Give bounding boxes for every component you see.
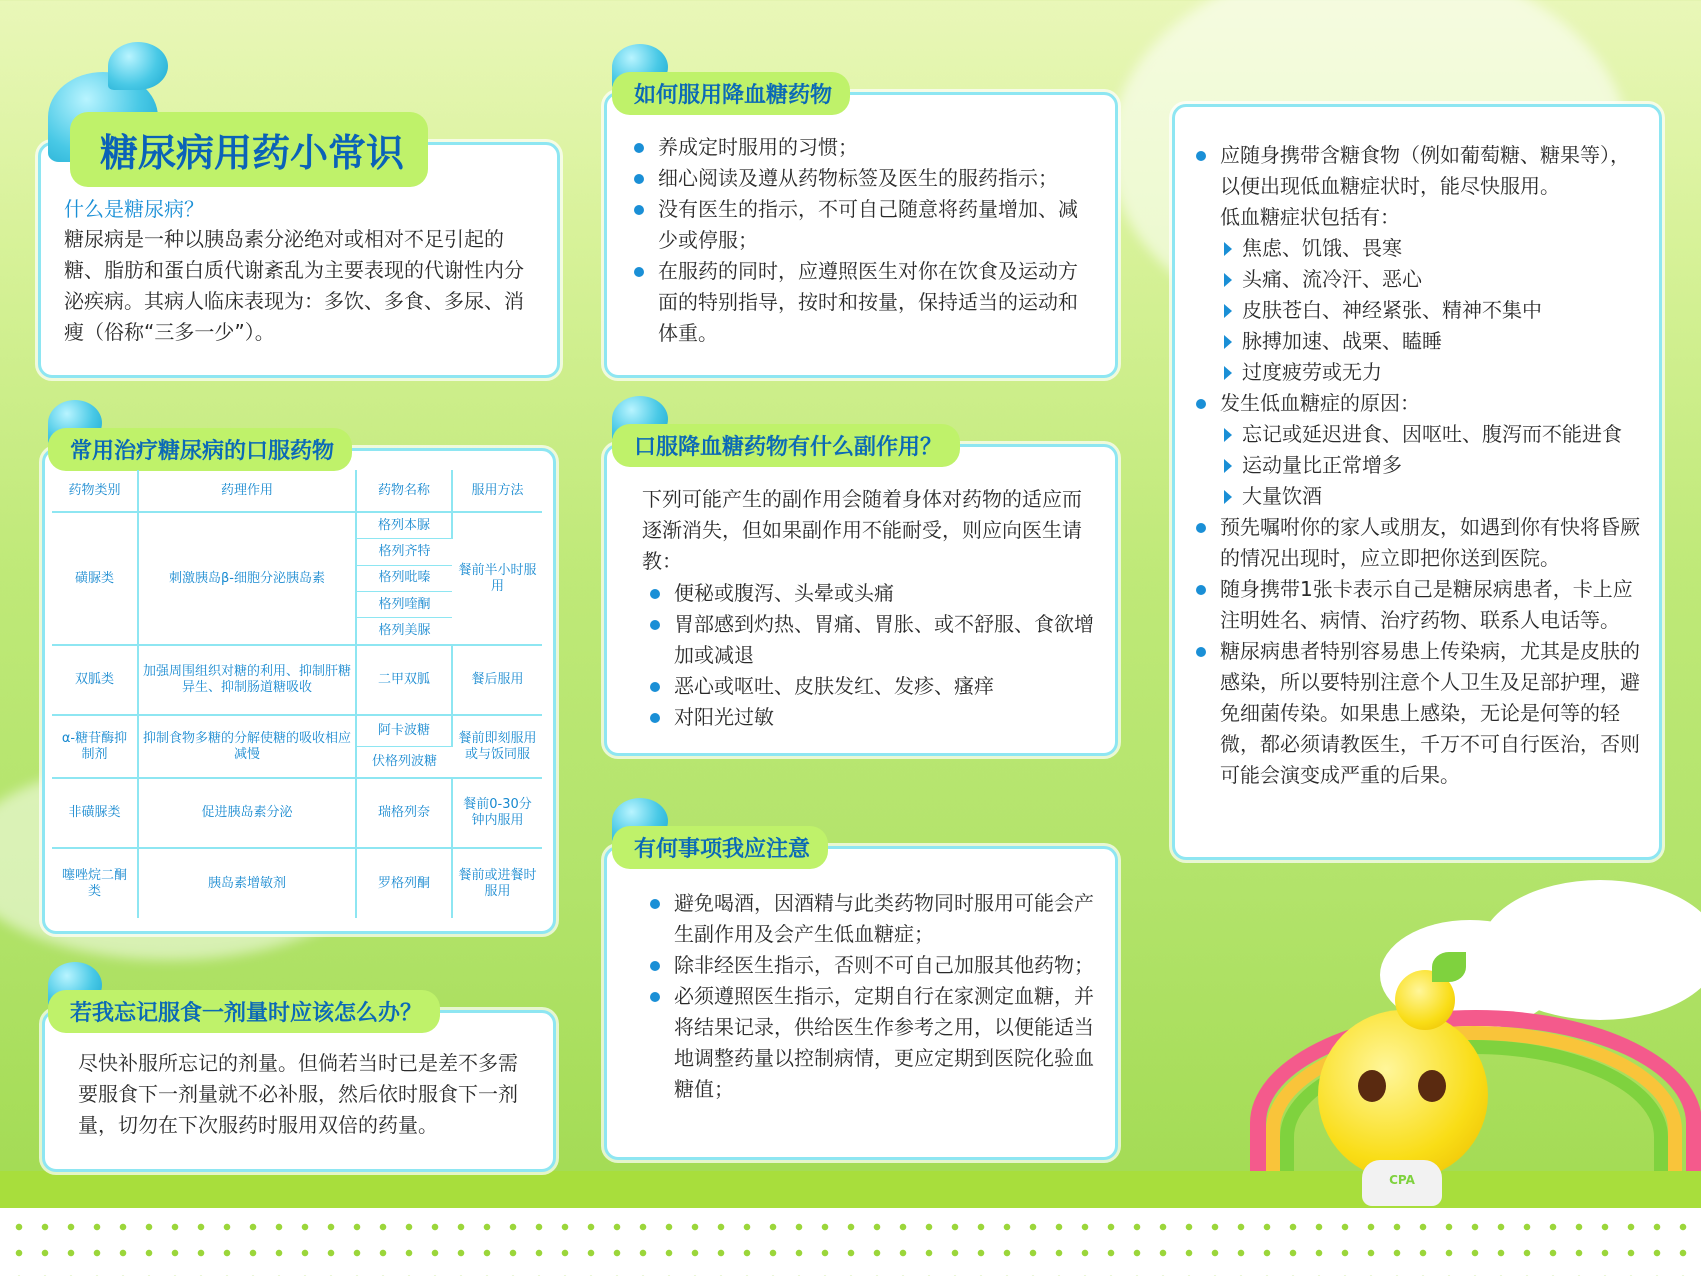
drug-table-title: 常用治疗糖尿病的口服药物 — [48, 428, 352, 471]
table-cell-drug: 罗格列酮 — [356, 848, 452, 918]
hypoglycemia-list — [1194, 140, 1640, 791]
symptoms-list — [1220, 233, 1640, 388]
forgot-dose-title: 若我忘记服食一剂量时应该怎么办？ — [48, 990, 440, 1033]
table-cell-drug: 格列喹酮 — [356, 591, 452, 617]
table-cell-drug: 二甲双胍 — [356, 645, 452, 715]
table-cell-drug: 格列吡嗪 — [356, 565, 452, 591]
table-cell-drug: 格列美脲 — [356, 618, 452, 645]
mascot-body: CPA — [1362, 1160, 1442, 1206]
causes-label: 发生低血糖症的原因： — [1220, 391, 1420, 415]
how-to-take-list — [632, 132, 1096, 349]
sub-list-item: 皮肤苍白、神经紧张、精神不集中 — [1220, 295, 1640, 326]
notes-title: 有何事项我应注意 — [612, 826, 828, 869]
table-cell-usage: 餐前即刻服用或与饭同服 — [452, 715, 542, 778]
table-header: 药理作用 — [138, 470, 356, 512]
table-cell-category: α-糖苷酶抑制剂 — [52, 715, 138, 778]
table-header: 药物名称 — [356, 470, 452, 512]
list-item: 除非经医生指示，否则不可自己加服其他药物； — [648, 950, 1094, 981]
sub-list-item: 过度疲劳或无力 — [1220, 357, 1640, 388]
title-blob-icon — [108, 42, 168, 90]
table-cell-category: 磺脲类 — [52, 512, 138, 645]
table-cell-drug: 格列本脲 — [356, 512, 452, 538]
sub-list-item: 头痛、流冷汗、恶心 — [1220, 264, 1640, 295]
list-item: 胃部感到灼热、胃痛、胃胀、或不舒服、食欲增加或减退 — [648, 609, 1094, 671]
table-cell-usage: 餐前0-30分钟内服用 — [452, 778, 542, 848]
list-item: 对阳光过敏 — [648, 702, 1094, 733]
table-cell-usage: 餐后服用 — [452, 645, 542, 715]
list-item: 糖尿病患者特别容易患上传染病，尤其是皮肤的感染，所以要特别注意个人卫生及足部护理，避免细菌传染。如果患上感染，无论是何等的轻微，都必须请教医生，千万不可自行医治，否则可能会演变成严重的后果。 — [1194, 636, 1640, 791]
causes-list — [1220, 419, 1640, 512]
list-item: 随身携带1张卡表示自己是糖尿病患者，卡上应注明姓名、病情、治疗药物、联系人电话等。 — [1194, 574, 1640, 636]
table-cell-drug: 格列齐特 — [356, 539, 452, 565]
side-effects-title: 口服降血糖药物有什么副作用？ — [612, 424, 960, 467]
side-effects-intro: 下列可能产生的副作用会随着身体对药物的适应而逐渐消失，但如果副作用不能耐受，则应向医生请教： — [642, 487, 1082, 573]
list-item — [1194, 388, 1640, 512]
table-cell-action: 刺激胰岛β-细胞分泌胰岛素 — [138, 512, 356, 645]
table-cell-category: 非磺脲类 — [52, 778, 138, 848]
list-item: 必须遵照医生指示，定期自行在家测定血糖，并将结果记录，供给医生作参考之用，以便能适当地调整药量以控制病情，更应定期到医院化验血糖值； — [648, 981, 1094, 1105]
table-cell-action: 胰岛素增敏剂 — [138, 848, 356, 918]
list-item: 恶心或呕吐、皮肤发红、发疹、瘙痒 — [648, 671, 1094, 702]
notes-list — [648, 888, 1094, 1105]
table-cell-category: 噻唑烷二酮类 — [52, 848, 138, 918]
table-cell-drug: 瑞格列奈 — [356, 778, 452, 848]
mascot-eye-icon — [1358, 1070, 1386, 1102]
forgot-dose-body: 尽快补服所忘记的剂量。但倘若当时已是差不多需要服食下一剂量就不必补服，然后依时服食下一剂量，切勿在下次服药时服用双倍的药量。 — [78, 1051, 518, 1137]
sub-list-item: 运动量比正常增多 — [1220, 450, 1640, 481]
drug-table — [52, 470, 542, 918]
table-header: 药物类别 — [52, 470, 138, 512]
table-cell-drug: 伏格列波糖 — [356, 747, 452, 779]
mascot-head — [1318, 1010, 1488, 1180]
list-item: 在服药的同时，应遵照医生对你在饮食及运动方面的特别指导，按时和按量，保持适当的运动和体重。 — [632, 256, 1096, 349]
list-item: 没有医生的指示，不可自己随意将药量增加、减少或停服； — [632, 194, 1096, 256]
what-is-body: 糖尿病是一种以胰岛素分泌绝对或相对不足引起的糖、脂肪和蛋白质代谢紊乱为主要表现的代谢性内分泌疾病。其病人临床表现为：多饮、多食、多尿、消瘦（俗称“三多一少”）。 — [64, 227, 524, 344]
sub-list-item: 忘记或延迟进食、因呕吐、腹泻而不能进食 — [1220, 419, 1640, 450]
mascot-leaf-icon — [1432, 952, 1466, 982]
page-title: 糖尿病用药小常识 — [70, 112, 428, 187]
table-cell-usage: 餐前或进餐时服用 — [458, 867, 537, 899]
list-item: 避免喝酒，因酒精与此类药物同时服用可能会产生副作用及会产生低血糖症； — [648, 888, 1094, 950]
table-cell-action: 抑制食物多糖的分解使糖的吸收相应减慢 — [138, 715, 356, 778]
carry-sugar-text: 应随身携带含糖食物（例如葡萄糖、糖果等），以便出现低血糖症状时，能尽快服用。 — [1220, 143, 1630, 198]
list-item: 养成定时服用的习惯； — [632, 132, 1096, 163]
list-item: 便秘或腹泻、头晕或头痛 — [648, 578, 1094, 609]
table-cell-drug: 阿卡波糖 — [356, 715, 452, 747]
sub-list-item: 焦虑、饥饿、畏寒 — [1220, 233, 1640, 264]
table-cell-category: 双胍类 — [52, 645, 138, 715]
sub-list-item: 大量饮酒 — [1220, 481, 1640, 512]
table-cell-action: 促进胰岛素分泌 — [138, 778, 356, 848]
hypoglycemia-content — [1194, 140, 1640, 791]
mascot-eye-icon — [1418, 1070, 1446, 1102]
what-is-question: 什么是糖尿病？ — [64, 197, 204, 221]
side-effects-list — [648, 578, 1094, 733]
list-item: 预先嘱咐你的家人或朋友，如遇到你有快将昏厥的情况出现时，应立即把你送到医院。 — [1194, 512, 1640, 574]
how-to-take-title: 如何服用降血糖药物 — [612, 72, 850, 115]
table-cell-action: 加强周围组织对糖的利用、抑制肝糖异生、抑制肠道糖吸收 — [138, 645, 356, 715]
symptoms-label: 低血糖症状包括有： — [1220, 205, 1400, 229]
sub-list-item: 脉搏加速、战栗、瞌睡 — [1220, 326, 1640, 357]
table-header: 服用方法 — [452, 470, 542, 512]
table-cell-usage: 餐前半小时服用 — [452, 512, 542, 645]
list-item — [1194, 140, 1640, 388]
dotted-border — [0, 1208, 1701, 1276]
list-item: 细心阅读及遵从药物标签及医生的服药指示； — [632, 163, 1096, 194]
